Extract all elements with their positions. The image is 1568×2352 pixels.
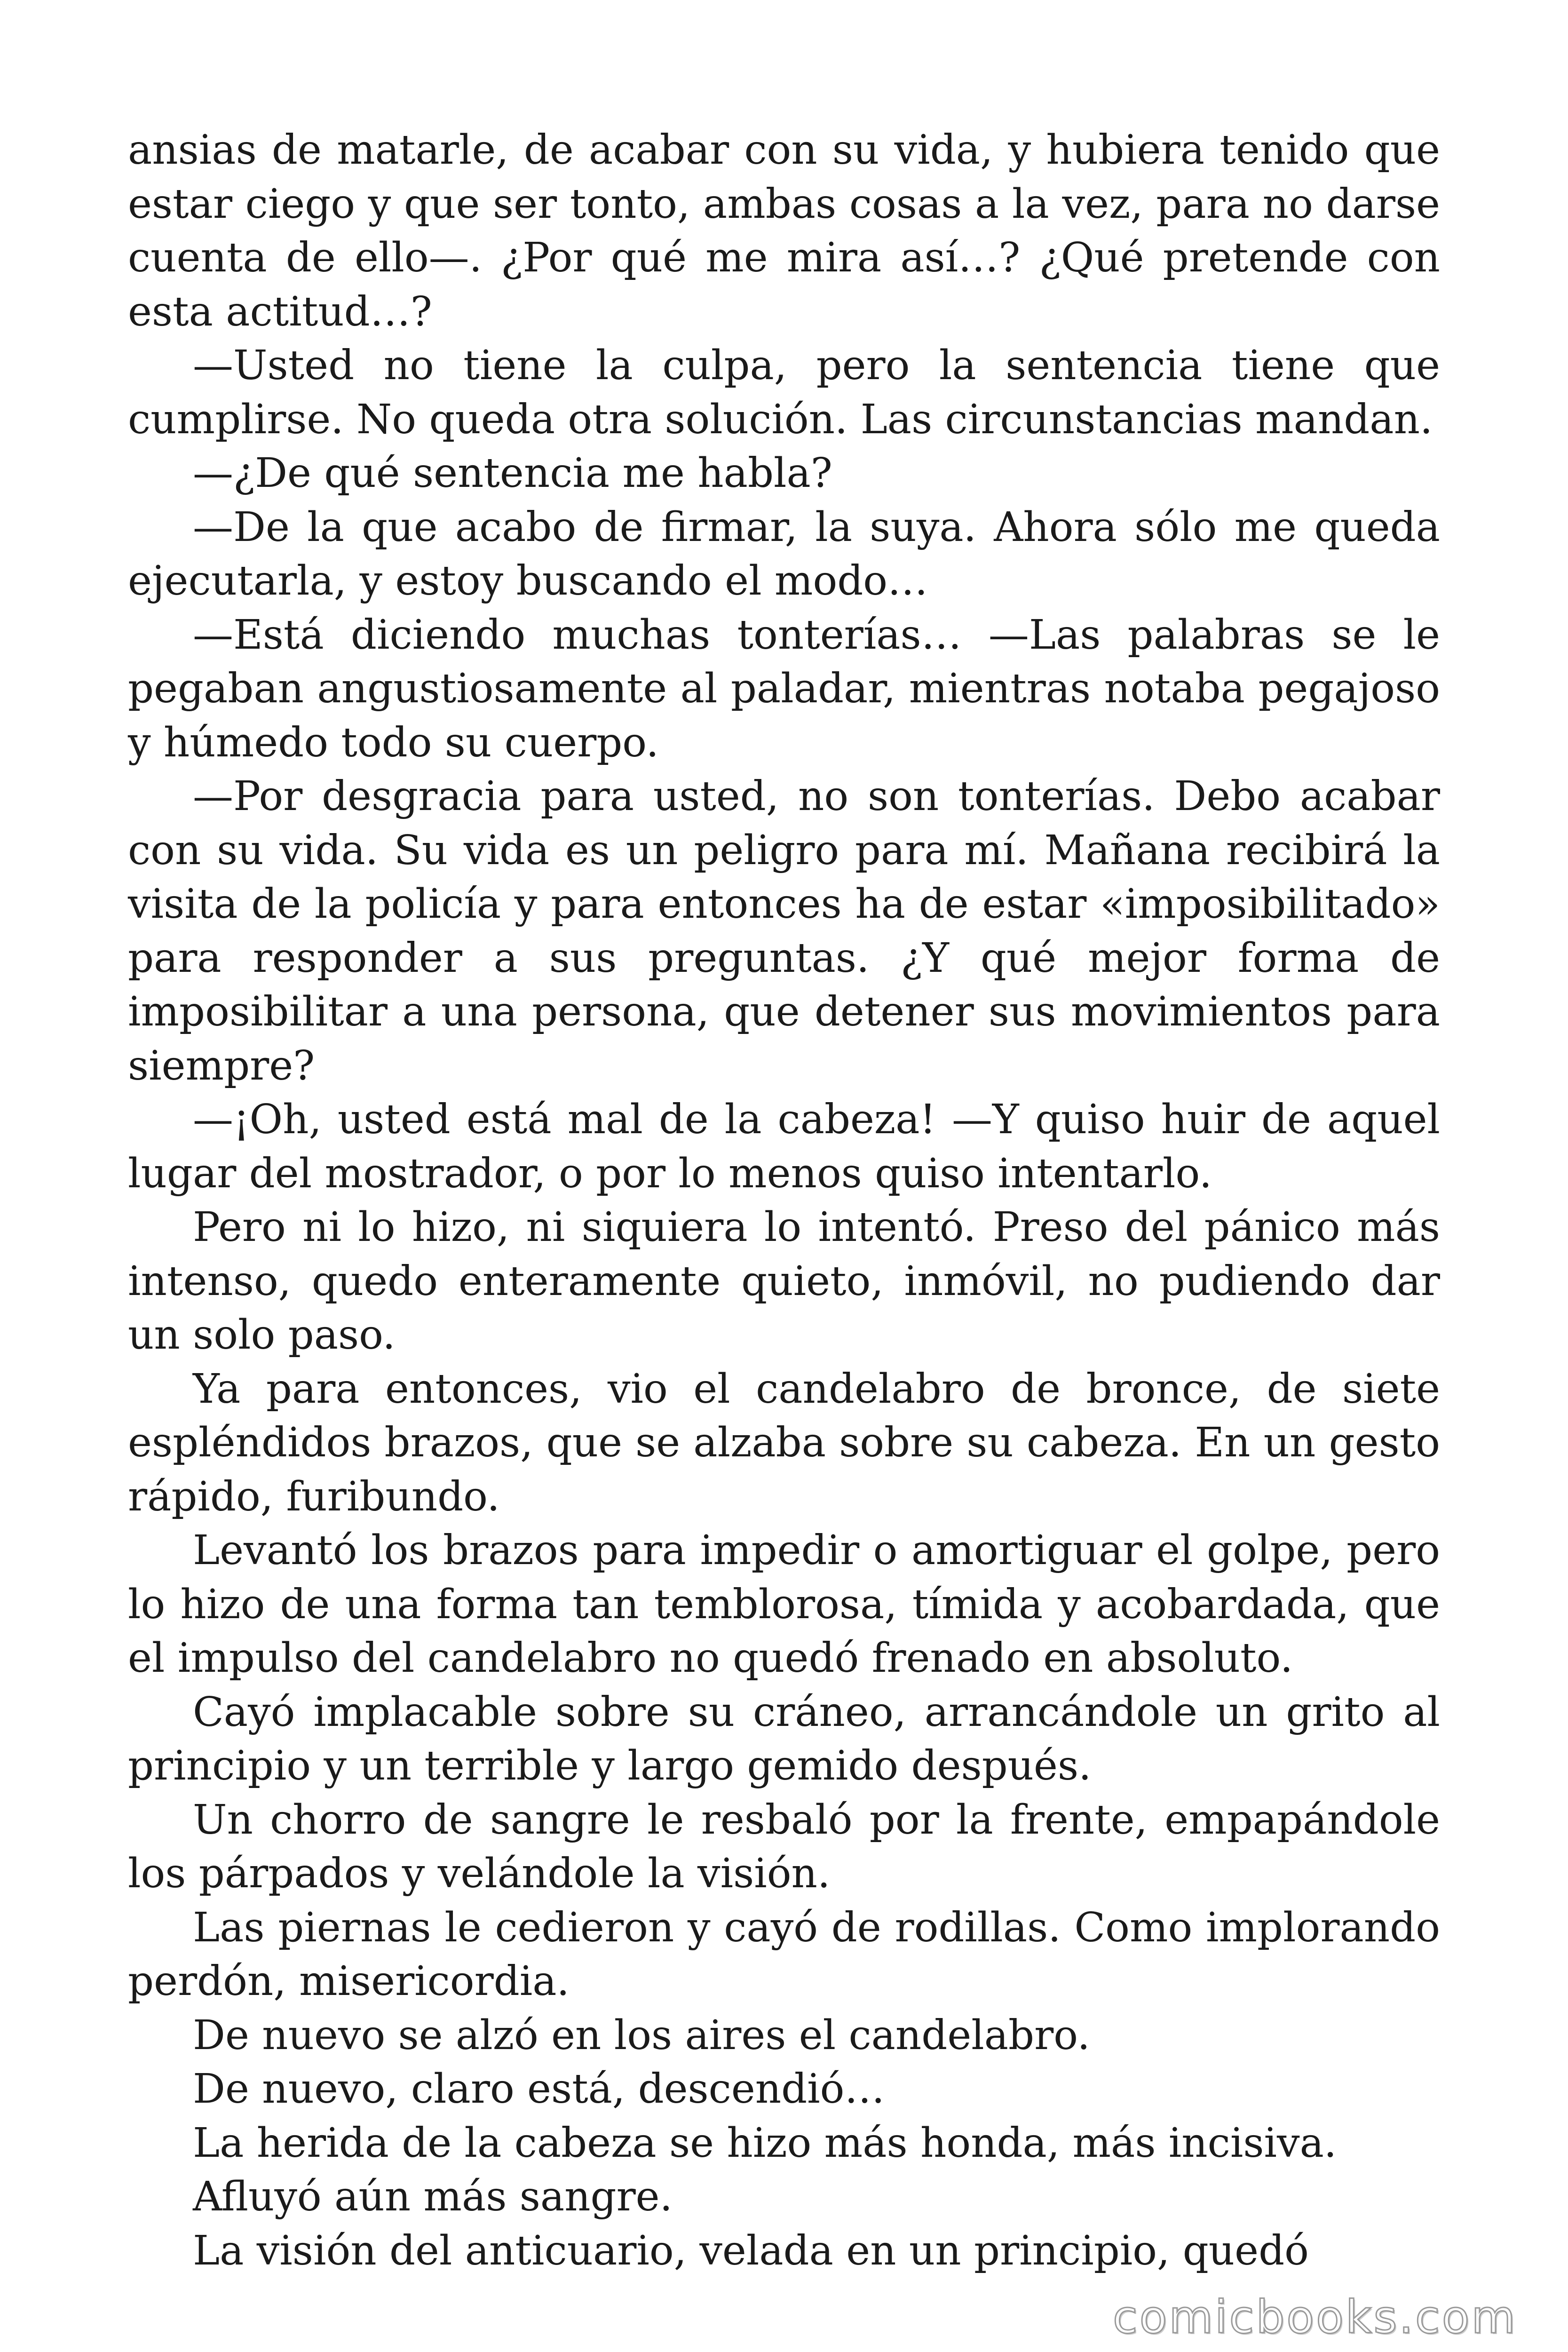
paragraph: Afluyó aún más sangre.	[193, 2173, 673, 2220]
paragraph: —¿De qué sentencia me habla?	[193, 450, 832, 497]
paragraph: De nuevo, claro está, descendió…	[193, 2066, 885, 2113]
paragraph: —Usted no tiene la culpa, pero la sentencia tiene que cumplirse. No queda otra solución. Las circunstancias mandan.	[128, 342, 1440, 443]
paragraph: Las piernas le cedieron y cayó de rodillas. Como implorando perdón, misericordia.	[128, 1904, 1440, 2005]
paragraph: ansias de matarle, de acabar con su vida, y hubiera tenido que estar ciego y que ser tonto, ambas cosas a la vez, para no darse cuenta de ello—. ¿Por qué me mira así…? ¿Qué pretende con esta actitud…?	[128, 127, 1440, 335]
paragraph: —Está diciendo muchas tonterías… —Las palabras se le pegaban angustiosamente al paladar, mientras notaba pegajoso y húmedo todo su cuerpo.	[128, 611, 1440, 766]
watermark: comicbooks.com	[1112, 2291, 1517, 2344]
paragraph: —Por desgracia para usted, no son tonterías. Debo acabar con su vida. Su vida es un peligro para mí. Mañana recibirá la visita de la policía y para entonces ha de estar «imposibilitado» para responder a sus preguntas. ¿Y qué mejor forma de imposibilitar a una persona, que detener sus movimientos para siempre?	[128, 773, 1440, 1089]
paragraph: —¡Oh, usted está mal de la cabeza! —Y quiso huir de aquel lugar del mostrador, o por lo menos quiso intentarlo.	[128, 1096, 1440, 1197]
paragraph: De nuevo se alzó en los aires el candelabro.	[193, 2011, 1090, 2059]
paragraph: Cayó implacable sobre su cráneo, arrancándole un grito al principio y un terrible y largo gemido después.	[128, 1688, 1440, 1789]
paragraph: Un chorro de sangre le resbaló por la frente, empapándole los párpados y velándole la visión.	[128, 1796, 1440, 1897]
paragraph: —De la que acabo de firmar, la suya. Ahora sólo me queda ejecutarla, y estoy buscando el modo…	[128, 503, 1440, 604]
body-text	[128, 123, 1440, 2278]
paragraph: Pero ni lo hizo, ni siquiera lo intentó. Preso del pánico más intenso, quedo enteramente quieto, inmóvil, no pudiendo dar un solo paso.	[128, 1204, 1440, 1359]
paragraph: Levantó los brazos para impedir o amortiguar el golpe, pero lo hizo de una forma tan temblorosa, tímida y acobardada, que el impulso del candelabro no quedó frenado en absoluto.	[128, 1527, 1440, 1682]
paragraph: La herida de la cabeza se hizo más honda, más incisiva.	[193, 2119, 1337, 2167]
paragraph: Ya para entonces, vio el candelabro de bronce, de siete espléndidos brazos, que se alzaba sobre su cabeza. En un gesto rápido, furibundo.	[128, 1365, 1440, 1520]
paragraph: La visión del anticuario, velada en un principio, quedó	[193, 2227, 1309, 2274]
